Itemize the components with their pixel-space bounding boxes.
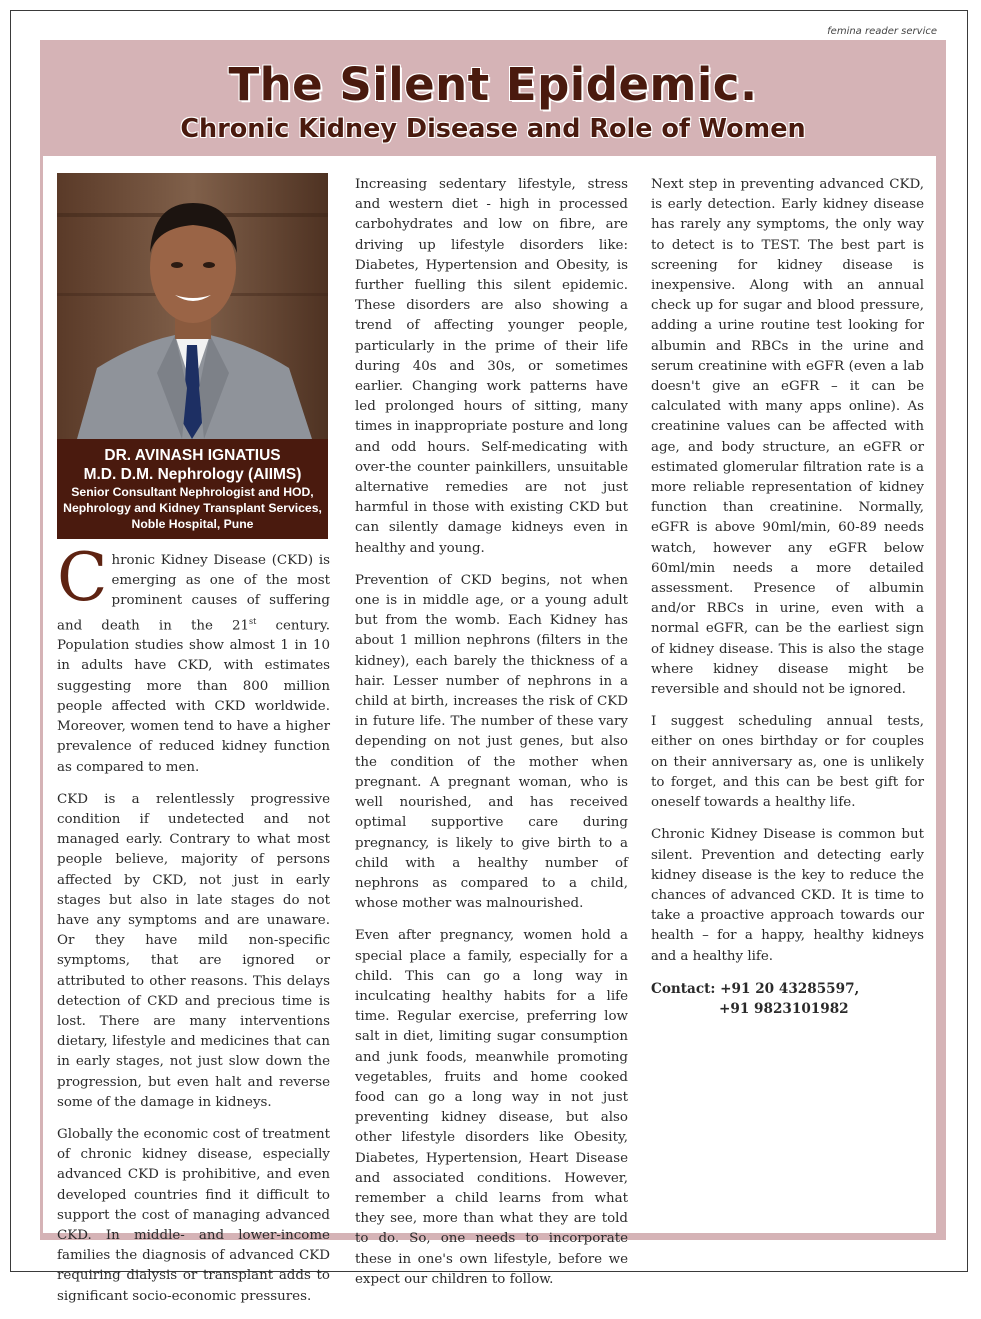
column-1: [57, 539, 330, 1319]
paragraph-7: Next step in preventing advanced CKD, is early detection. Early kidney disease has rarely any symptoms, the only way to detect is to TEST. The best part is screening for kidney disease is inexpensive. Along with an annual check up for sugar and blood pressure, adding a urine routine test looking for albumin and RBCs in the urine and serum creatinine with eGFR (even a lab doesn't give an eGFR – it can be calculated with many apps online). As creatinine values can be affected with age, and body structure, an eGFR or estimated glomerular filtration rate is a more reliable representation of kidney function than creatinine. Normally, eGFR is above 90ml/min, 60-89 needs watch, however any eGFR below 60ml/min needs a more detailed assessment. Presence of albumin and/or RBCs in urine, even with a normal eGFR, can be the earliest sign of kidney disease. This is also the stage where kidney disease might be reversible and should not be ignored.: [651, 177, 924, 698]
paragraph-9: Chronic Kidney Disease is common but silent. Prevention and detecting early kidney disease is the key to reduce the chances of advanced CKD. It is time to take a proactive approach towards our health – for a happy, healthy kidneys and a healthy life.: [651, 827, 924, 964]
paragraph-6: Even after pregnancy, women hold a special place a family, especially for a child. This can go a long way in inculcating healthy habits for a life time. Regular exercise, preferring low salt in diet, limiting sugar consumption and junk foods, meanwhile promoting vegetables, fruits and home cooked food can go a long way in not just preventing kidney disease, but also other lifestyle disorders like Obesity, Diabetes, Hypertension, Heart Disease and associated conditions. However, remember a child learns from what they see, more than what they are told to do. So, one needs to incorporate these in one's own lifestyle, before we expect our children to follow.: [355, 928, 628, 1287]
author-name: DR. AVINASH IGNATIUS: [104, 447, 281, 464]
paragraph-5: Prevention of CKD begins, not when one is in middle age, or a young adult but from the womb. Each Kidney has about 1 million nephrons (filters in the kidney), each barely the thickness of a hair. Lesser number of nephrons in a child at birth, increases the risk of CKD in future life. The number of these vary depending on not just genes, but also the condition of the mother when pregnant. A pregnant woman, who is well nourished, and has received optimal supportive care during pregnancy, is likely to give birth to a child with a healthy number of nephrons as compared to a child, whose mother was malnourished.: [355, 572, 628, 912]
paragraph-3-text: Globally the economic cost of treatment of chronic kidney disease, especially advanced CKD is prohibitive, and even developed countries find it difficult to support the cost of managing advanced CKD. In middle- and lower-income families the diagnosis of advanced CKD requiring dialysis or transplant adds to significant socio-economic pressures.: [57, 1126, 330, 1304]
article-body: [43, 156, 936, 1304]
article-frame: [40, 40, 946, 1304]
paragraph-1-text-a: hronic Kidney Disease (CKD) is emerging as one of the most prominent causes of suffering and death in the 21: [57, 553, 330, 634]
contact-block: [651, 979, 924, 1020]
column-3: [651, 175, 924, 1020]
author-role: Senior Consultant Nephrologist and HOD,: [71, 485, 314, 499]
article-title: The Silent Epidemic.: [228, 58, 758, 111]
contact-phone-2: +91 9823101982: [719, 1001, 849, 1018]
source-label: femina reader service: [827, 26, 937, 37]
paragraph-8: I suggest scheduling annual tests, either on ones birthday or for couples on their anniversary as, one is unlikely to forget, and this can be best gift for oneself towards a healthy life.: [651, 714, 924, 811]
paragraph-1-text-b: century. Population studies show almost 1 in 10 in adults have CKD, with estimates suggesting more than 800 million people affected with CKD worldwide. Moreover, women tend to have a higher prevalence of reduced kidney function as compared to men.: [57, 618, 330, 775]
author-hospital: Noble Hospital, Pune: [131, 517, 254, 531]
author-photo: [57, 173, 328, 439]
paragraph-2: CKD is a relentlessly progressive condition if undetected and not managed early. Contrary to what most people believe, majority of persons affected by CKD, not just in early stages but also in late stages do not have any symptoms and are unaware. Or they have mild non-specific symptoms, that are ignored or attributed to other reasons. This delays detection of CKD and precious time is lost. There are many interventions dietary, lifestyle and medicines that can in early stages, not just slow down the progression, but even halt and reverse some of the damage in kidneys.: [57, 791, 330, 1110]
paragraph-4: Increasing sedentary lifestyle, stress and western diet - high in processed carbohydrates and low on fibre, are driving up lifestyle disorders like: Diabetes, Hypertension and Obesity, is further fuelling this silent epidemic. These disorders are also showing a trend of affecting younger people, particularly in the prime of their life during 40s and 30s, or sometimes earlier. Changing work patterns have led prolonged hours of sitting, many times in inappropriate posture and long and odd hours. Self-medicating with over-the counter painkillers, unsuitable alternative remedies are not just harmful in those with existing CKD but can silently damage kidneys even in healthy and young.: [355, 177, 628, 556]
contact-phone-1: +91 20 43285597,: [720, 980, 860, 997]
contact-label: Contact:: [651, 980, 716, 997]
superscript: st: [249, 616, 257, 626]
author-degree: M.D. D.M. Nephrology (AIIMS): [83, 466, 302, 483]
article-subtitle: Chronic Kidney Disease and Role of Women: [180, 114, 806, 144]
paragraph-1: [57, 539, 330, 778]
author-caption: [57, 439, 328, 539]
drop-cap: C: [57, 539, 108, 616]
author-department: Nephrology and Kidney Transplant Services,: [63, 501, 322, 515]
author-card: [57, 173, 328, 539]
column-2: [355, 175, 628, 1302]
